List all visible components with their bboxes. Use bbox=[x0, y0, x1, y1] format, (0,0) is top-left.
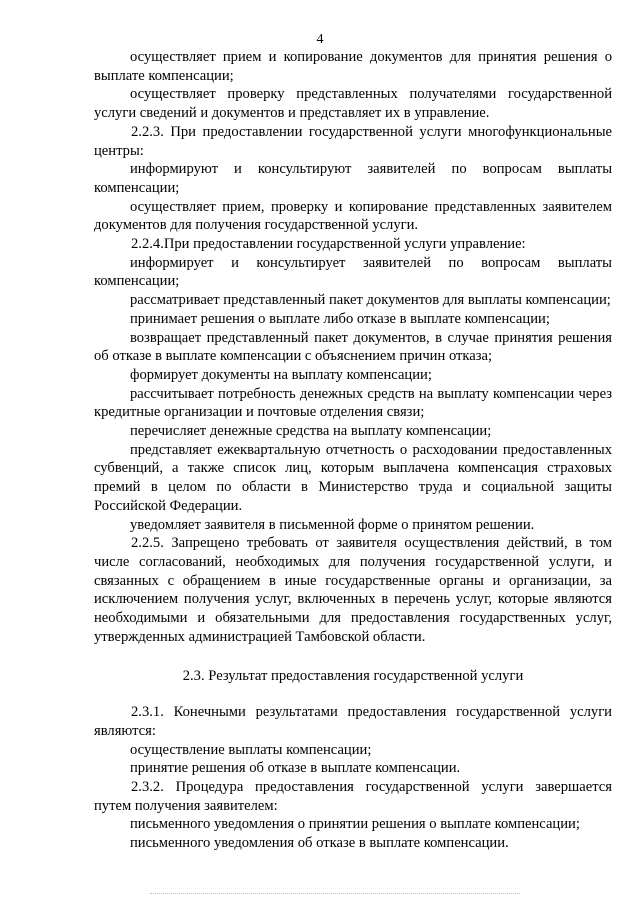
paragraph: письменного уведомления об отказе в выплате компенсации. bbox=[130, 835, 509, 852]
paragraph: формирует документы на выплату компенсации; bbox=[130, 366, 432, 383]
paragraph: рассматривает представленный пакет документов для выплаты компенсации; bbox=[130, 292, 611, 309]
paragraph: письменного уведомления о принятии решения о выплате компенсации; bbox=[130, 816, 580, 833]
paragraph: рассчитывает потребность денежных средств на выплату компенсации через кредитные организации и почтовые отделения связи; bbox=[94, 385, 612, 421]
paragraph: возвращает представленный пакет документов, в случае принятия решения об отказе в выплате компенсации с объяснением причин отказа; bbox=[94, 329, 612, 365]
paragraph: осуществляет проверку представленных получателями государственной услуги сведений и документов и представляет их в управление. bbox=[94, 86, 612, 122]
paragraph: информируют и консультируют заявителей по вопросам выплаты компенсации; bbox=[94, 161, 612, 196]
paragraph: 2.2.3. При предоставлении государственной услуги многофункциональные центры: bbox=[94, 123, 612, 159]
paragraph: принятие решения об отказе в выплате компенсации. bbox=[130, 760, 461, 777]
paragraph: 2.2.5. Запрещено требовать от заявителя осуществления действий, в том числе согласований, необходимых для получения государственной услуги, и связанных с обращением в иные государственные органы и организации, за исключением получения услуг, включенных в перечень услуг, которые являются необходимыми и обязательными для предоставления государственных услуг, утвержденных администрацией Тамбовской области. bbox=[94, 535, 612, 645]
paragraph: осуществляет прием, проверку и копирование представленных заявителем документов для получения государственной услуги. bbox=[94, 198, 612, 234]
paragraph: 2.3.2. Процедура предоставления государственной услуги завершается путем получения заявителем: bbox=[94, 779, 612, 814]
paragraph: информирует и консультирует заявителей по вопросам выплаты компенсации; bbox=[94, 254, 612, 290]
paragraph: осуществляет прием и копирование документов для принятия решения о выплате компенсации; bbox=[94, 49, 612, 84]
section-heading: 2.3. Результат предоставления государственной услуги bbox=[182, 667, 524, 684]
paragraph: принимает решения о выплате либо отказе в выплате компенсации; bbox=[130, 310, 550, 327]
page-number: 4 bbox=[316, 32, 324, 47]
section-2-2-block bbox=[94, 48, 612, 647]
paragraph: осуществление выплаты компенсации; bbox=[130, 741, 372, 758]
paragraph: 2.3.1. Конечными результатами предоставления государственной услуги являются: bbox=[94, 704, 612, 739]
paragraph: представляет ежеквартальную отчетность о расходовании предоставленных субвенций, а также список лиц, которым выплачена компенсация страховых премий в целом по области в Министерство труда и социальной защиты Российской Федерации. bbox=[94, 441, 612, 514]
paragraph: перечисляет денежные средства на выплату компенсации; bbox=[130, 423, 492, 440]
section-2-3-block bbox=[94, 703, 612, 853]
paragraph: 2.2.4.При предоставлении государственной услуги управление: bbox=[131, 236, 526, 253]
footer-divider bbox=[150, 893, 520, 894]
paragraph: уведомляет заявителя в письменной форме о принятом решении. bbox=[130, 516, 535, 533]
document-body bbox=[94, 48, 612, 853]
